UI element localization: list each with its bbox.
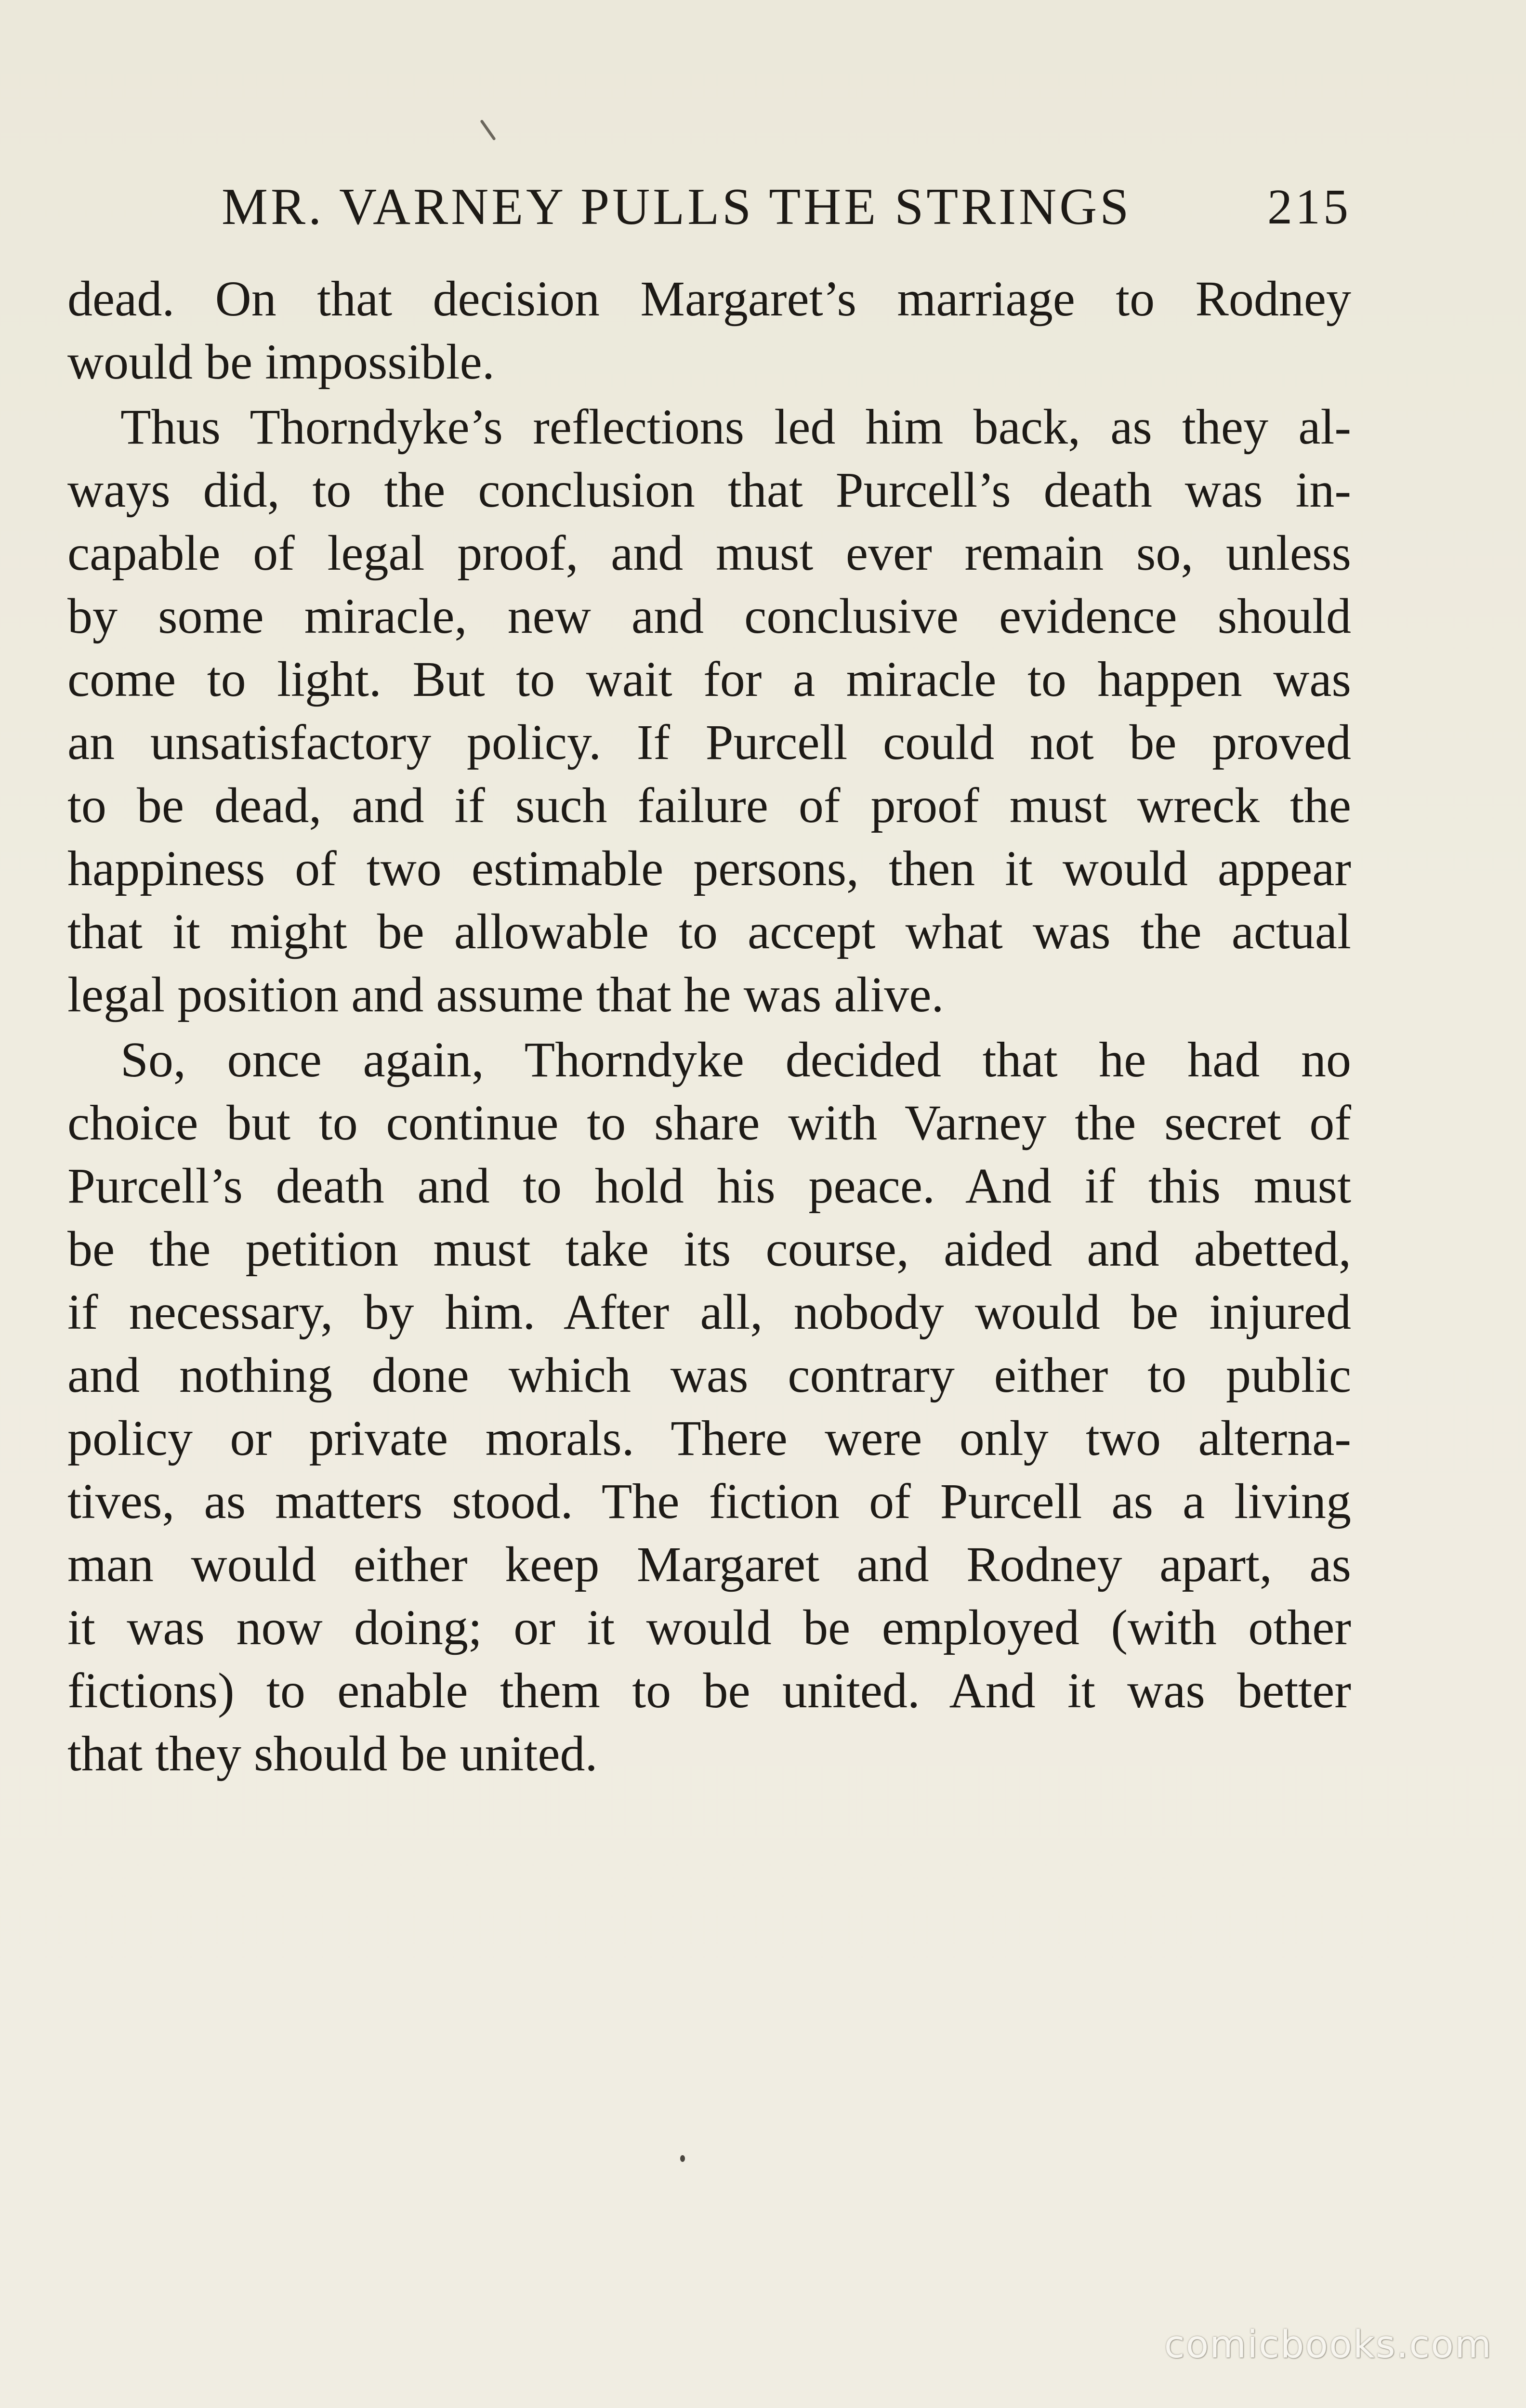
running-title: MR. VARNEY PULLS THE STRINGS [222, 178, 1132, 236]
text-line: choice but to continue to share with Varney the secret of [67, 1095, 1351, 1151]
text-line: and nothing done which was contrary either to public [67, 1348, 1351, 1403]
text-line: if necessary, by him. After all, nobody would be injured [67, 1284, 1351, 1340]
text-line: Purcell’s death and to hold his peace. And if this must [67, 1158, 1351, 1214]
text-line: happiness of two estimable persons, then it would appear [67, 841, 1351, 896]
text-line: tives, as matters stood. The fiction of Purcell as a living [67, 1474, 1351, 1529]
text-line: fictions) to enable them to be united. And it was better [67, 1663, 1351, 1718]
text-line: legal position and assume that he was alive. [67, 967, 944, 1022]
text-line: Thus Thorndyke’s reflections led him back, as they al- [120, 399, 1351, 455]
text-line: would be impossible. [67, 334, 495, 390]
text-line: be the petition must take its course, aided and abetted, [67, 1221, 1351, 1277]
watermark: comicbooks.com [1164, 2323, 1492, 2367]
text-line: that they should be united. [67, 1726, 598, 1781]
text-line: capable of legal proof, and must ever remain so, unless [67, 525, 1351, 581]
text-line: an unsatisfactory policy. If Purcell could not be proved [67, 715, 1351, 770]
text-line: man would either keep Margaret and Rodney apart, as [67, 1537, 1351, 1592]
body-text [67, 267, 1351, 1785]
text-line: by some miracle, new and conclusive evidence should [67, 589, 1351, 644]
page-number: 215 [1267, 179, 1351, 235]
running-header [67, 171, 1351, 243]
text-line: policy or private morals. There were only two alterna- [67, 1411, 1351, 1466]
text-line: dead. On that decision Margaret’s marriage to Rodney [67, 271, 1351, 327]
text-line: come to light. But to wait for a miracle to happen was [67, 652, 1351, 707]
text-line: So, once again, Thorndyke decided that he had no [120, 1032, 1351, 1087]
paper-speck [680, 2155, 685, 2162]
pencil-mark [480, 119, 496, 141]
text-line: to be dead, and if such failure of proof must wreck the [67, 778, 1351, 833]
text-line: ways did, to the conclusion that Purcell’s death was in- [67, 462, 1351, 518]
text-line: it was now doing; or it would be employed (with other [67, 1600, 1351, 1655]
text-line: that it might be allowable to accept what was the actual [67, 904, 1351, 959]
